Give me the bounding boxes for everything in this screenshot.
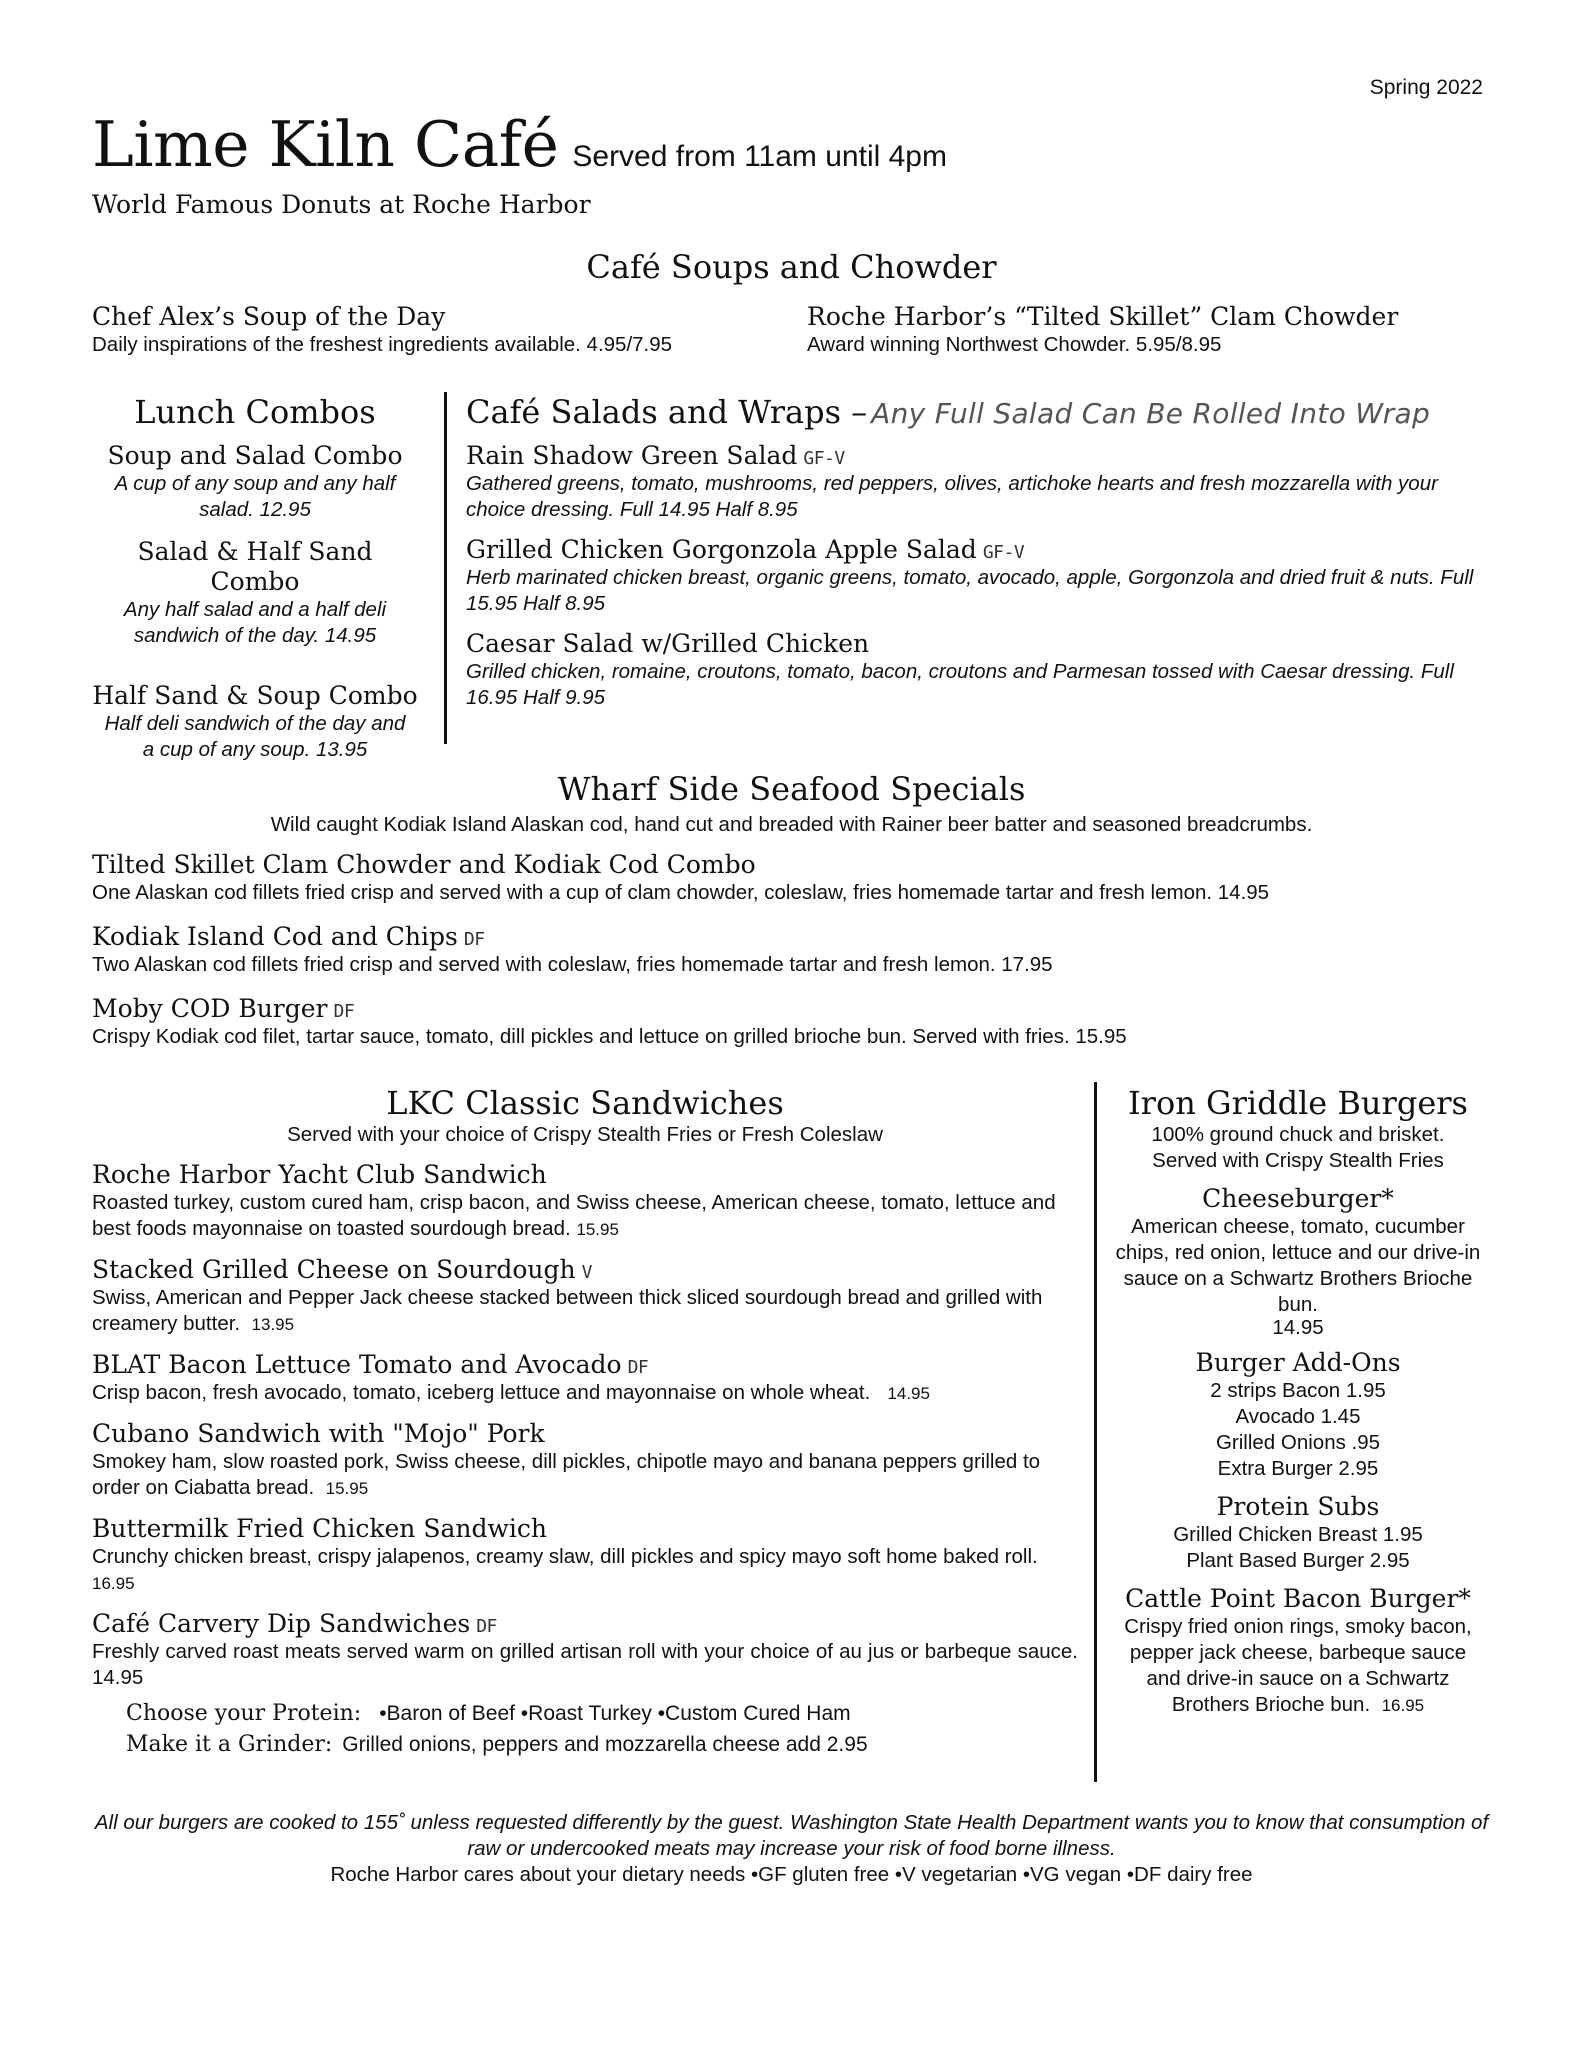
burgers-title: Iron Griddle Burgers	[1128, 1084, 1468, 1122]
seafood-name: Kodiak Island Cod and Chips	[92, 922, 458, 951]
sandwich-price: 16.95	[92, 1574, 135, 1593]
addon-item: Grilled Onions .95	[1215, 1431, 1381, 1454]
sub-item: Grilled Chicken Breast 1.95	[1173, 1523, 1423, 1546]
burgers-section	[1112, 1084, 1484, 1719]
salads-title: Café Salads and Wraps –	[466, 393, 868, 431]
cheeseburger-price: 14.95	[1272, 1316, 1324, 1339]
combo-item	[90, 537, 420, 649]
sandwiches-intro: Served with your choice of Crispy Stealth Fries or Fresh Coleslaw	[287, 1123, 883, 1146]
grinder-label: Make it a Grinder:	[126, 1732, 333, 1757]
sandwich-name: Cubano Sandwich with "Mojo" Pork	[92, 1419, 545, 1448]
cheeseburger-item	[1112, 1184, 1484, 1338]
soup-item-name: Chef Alex’s Soup of the Day	[92, 302, 446, 331]
sandwich-desc: Roasted turkey, custom cured ham, crisp bacon, and Swiss cheese, American cheese, tomato, lettuce and best foods mayonnaise on toasted sourdough bread.	[92, 1191, 1056, 1240]
health-warning: All our burgers are cooked to 155˚ unless requested differently by the guest. Washington State Health Department wants you to know that consumption of raw or undercooked meats may increase your risk of food borne illness.	[94, 1811, 1489, 1860]
chowder-item-desc: Award winning Northwest Chowder. 5.95/8.95	[807, 333, 1222, 356]
salad-item	[466, 629, 1496, 711]
salad-item	[466, 441, 1496, 523]
dietary-legend: Roche Harbor cares about your dietary needs •GF gluten free •V vegetarian •VG vegan •DF dairy free	[330, 1863, 1253, 1886]
sandwiches-title: LKC Classic Sandwiches	[386, 1084, 784, 1122]
service-hours: Served from 11am until 4pm	[572, 140, 947, 173]
sandwich-item	[92, 1609, 1078, 1691]
subs-block	[1112, 1492, 1484, 1574]
addon-item: Avocado 1.45	[1235, 1405, 1361, 1428]
dietary-tag: DF	[627, 1357, 649, 1378]
sandwich-name: Stacked Grilled Cheese on Sourdough	[92, 1255, 576, 1284]
cattle-point-item	[1112, 1584, 1484, 1719]
grinder-text: Grilled onions, peppers and mozzarella cheese add 2.95	[342, 1733, 868, 1756]
seafood-list	[92, 850, 1502, 1050]
cattle-point-desc: Crispy fried onion rings, smoky bacon, pepper jack cheese, barbeque sauce and drive-in sauce on a Schwartz Brothers Brioche bun.	[1124, 1615, 1472, 1716]
dietary-tag: DF	[333, 1001, 355, 1022]
footer	[90, 1810, 1493, 1888]
addons-block	[1112, 1348, 1484, 1482]
seafood-item	[92, 850, 1502, 906]
sandwich-item	[92, 1255, 1078, 1338]
combo-item	[90, 441, 420, 523]
seafood-desc: Two Alaskan cod fillets fried crisp and served with coleslaw, fries homemade tartar and fresh lemon. 17.95	[92, 953, 1053, 976]
cattle-point-name: Cattle Point Bacon Burger*	[1125, 1584, 1471, 1613]
salad-name: Grilled Chicken Gorgonzola Apple Salad	[466, 535, 977, 564]
cattle-point-price: 16.95	[1381, 1696, 1425, 1715]
protein-choice	[126, 1701, 1078, 1726]
protein-label: Choose your Protein:	[126, 1701, 362, 1726]
salad-item	[466, 535, 1496, 617]
protein-options: •Baron of Beef •Roast Turkey •Custom Cured Ham	[379, 1702, 851, 1725]
seafood-desc: Crispy Kodiak cod filet, tartar sauce, tomato, dill pickles and lettuce on grilled brioche bun. Served with fries. 15.95	[92, 1025, 1127, 1048]
subs-title: Protein Subs	[1216, 1492, 1380, 1521]
salad-name: Caesar Salad w/Grilled Chicken	[466, 629, 870, 658]
combo-name: Half Sand & Soup Combo	[92, 681, 418, 710]
sandwich-price: 15.95	[576, 1220, 619, 1239]
soup-item	[92, 302, 792, 358]
sandwich-name: Buttermilk Fried Chicken Sandwich	[92, 1514, 547, 1543]
brand-header	[92, 108, 947, 181]
seafood-desc: One Alaskan cod fillets fried crisp and served with a cup of clam chowder, coleslaw, fries homemade tartar and fresh lemon. 14.95	[92, 881, 1270, 904]
tagline: World Famous Donuts at Roche Harbor	[92, 190, 591, 219]
seafood-item	[92, 922, 1502, 978]
seafood-item	[92, 994, 1502, 1050]
dietary-tag: GF-V	[982, 542, 1025, 563]
sandwich-desc: Swiss, American and Pepper Jack cheese stacked between thick sliced sourdough bread and grilled with creamery butter.	[92, 1286, 1043, 1335]
salad-name: Rain Shadow Green Salad	[466, 441, 798, 470]
sandwich-item	[92, 1419, 1078, 1502]
soup-item-desc: Daily inspirations of the freshest ingredients available. 4.95/7.95	[92, 333, 673, 356]
salad-desc: Herb marinated chicken breast, organic greens, tomato, avocado, apple, Gorgonzola and dried fruit & nuts. Full 15.95 Half 8.95	[466, 566, 1474, 615]
addons-title: Burger Add-Ons	[1195, 1348, 1401, 1377]
sandwich-desc: Freshly carved roast meats served warm on grilled artisan roll with your choice of au jus or barbeque sauce. 14.95	[92, 1640, 1078, 1689]
grinder-option	[126, 1732, 1078, 1757]
sandwich-desc: Crunchy chicken breast, crispy jalapenos, creamy slaw, dill pickles and spicy mayo soft home baked roll.	[92, 1545, 1038, 1568]
cheeseburger-name: Cheeseburger*	[1202, 1184, 1394, 1213]
addon-item: Extra Burger 2.95	[1217, 1457, 1379, 1480]
addon-item: 2 strips Bacon 1.95	[1210, 1379, 1386, 1402]
combo-name: Soup and Salad Combo	[107, 441, 403, 470]
salad-desc: Grilled chicken, romaine, croutons, tomato, bacon, croutons and Parmesan tossed with Caesar dressing. Full 16.95 Half 9.95	[466, 660, 1454, 709]
seafood-intro: Wild caught Kodiak Island Alaskan cod, hand cut and breaded with Rainer beer batter and seasoned breadcrumbs.	[270, 813, 1313, 836]
combos-title: Lunch Combos	[134, 393, 376, 431]
dietary-tag: DF	[476, 1616, 497, 1637]
column-divider	[1094, 1082, 1097, 1782]
sandwich-name: Café Carvery Dip Sandwiches	[92, 1609, 471, 1638]
column-divider	[444, 392, 447, 744]
cheeseburger-desc: American cheese, tomato, cucumber chips, red onion, lettuce and our drive-in sauce on a Schwartz Brothers Brioche bun.	[1115, 1215, 1481, 1316]
combo-name: Salad & Half Sand Combo	[137, 537, 373, 596]
soups-title: Café Soups and Chowder	[586, 248, 997, 286]
seafood-name: Tilted Skillet Clam Chowder and Kodiak Cod Combo	[92, 850, 756, 879]
sandwich-price: 15.95	[325, 1479, 369, 1498]
sandwich-item	[92, 1350, 1078, 1407]
salads-section	[466, 393, 1496, 711]
dietary-tag: DF	[463, 929, 485, 950]
chowder-item	[807, 302, 1497, 358]
sub-item: Plant Based Burger 2.95	[1186, 1549, 1410, 1572]
burgers-intro: 100% ground chuck and brisket.	[1151, 1123, 1445, 1146]
sandwich-price: 13.95	[251, 1315, 295, 1334]
sandwiches-section	[92, 1084, 1078, 1757]
salad-desc: Gathered greens, tomato, mushrooms, red peppers, olives, artichoke hearts and fresh mozzarella with your choice dressing. Full 14.95 Half 8.95	[466, 472, 1438, 521]
dietary-tag: GF-V	[803, 448, 845, 469]
combo-desc: A cup of any soup and any half salad. 12.95	[114, 472, 396, 521]
sandwich-item	[92, 1160, 1078, 1243]
sandwich-name: Roche Harbor Yacht Club Sandwich	[92, 1160, 547, 1189]
sandwich-desc: Crisp bacon, fresh avocado, tomato, iceberg lettuce and mayonnaise on whole wheat.	[92, 1381, 871, 1404]
salads-subtitle: Any Full Salad Can Be Rolled Into Wrap	[871, 397, 1431, 430]
seafood-title: Wharf Side Seafood Specials	[557, 770, 1026, 808]
sandwich-name: BLAT Bacon Lettuce Tomato and Avocado	[92, 1350, 622, 1379]
sandwich-item	[92, 1514, 1078, 1597]
combo-item	[90, 681, 420, 763]
combo-desc: Half deli sandwich of the day and a cup of any soup. 13.95	[104, 712, 406, 761]
sandwich-price: 14.95	[887, 1384, 930, 1403]
brand-name: Lime Kiln Café	[92, 108, 559, 181]
season-label: Spring 2022	[1369, 76, 1483, 99]
burgers-intro: Served with Crispy Stealth Fries	[1152, 1149, 1444, 1172]
chowder-item-name: Roche Harbor’s “Tilted Skillet” Clam Chowder	[807, 302, 1399, 331]
combo-desc: Any half salad and a half deli sandwich of the day. 14.95	[123, 598, 387, 647]
dietary-tag: V	[581, 1262, 592, 1283]
sandwich-desc: Smokey ham, slow roasted pork, Swiss cheese, dill pickles, chipotle mayo and banana peppers grilled to order on Ciabatta bread.	[92, 1450, 1041, 1499]
seafood-name: Moby COD Burger	[92, 994, 328, 1023]
salads-heading	[466, 393, 1496, 431]
lunch-combos	[90, 393, 420, 763]
